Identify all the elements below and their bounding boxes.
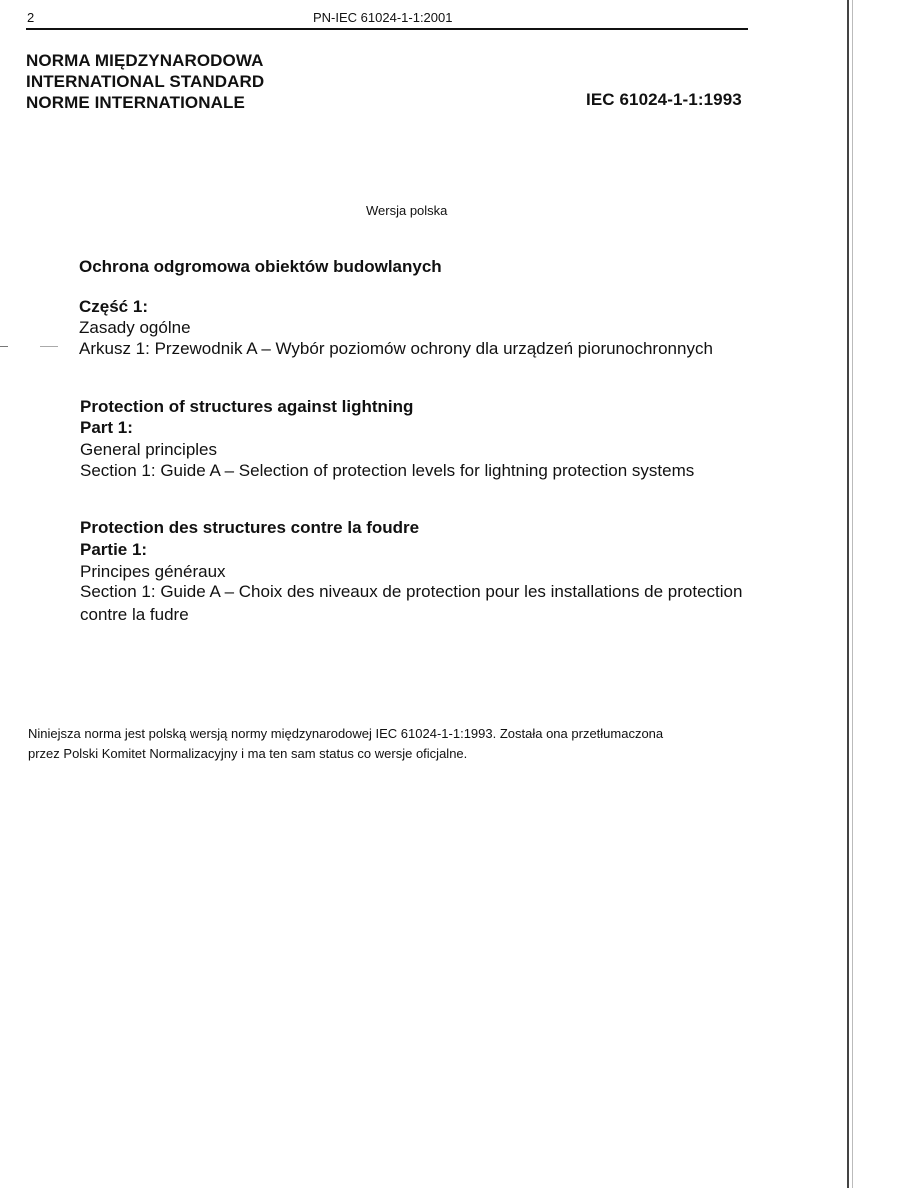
english-part: Part 1: bbox=[80, 418, 133, 437]
header-rule bbox=[26, 28, 748, 30]
standard-title-french: NORME INTERNATIONALE bbox=[26, 93, 245, 112]
version-label: Wersja polska bbox=[366, 203, 448, 218]
french-part: Partie 1: bbox=[80, 540, 148, 559]
french-section-line1: Section 1: Guide A – Choix des niveaux de protection pour les installations de protection bbox=[80, 582, 743, 601]
standard-number: IEC 61024-1-1:1993 bbox=[586, 90, 742, 109]
polish-section: Arkusz 1: Przewodnik A – Wybór poziomów ochrony dla urządzeń piorunochronnych bbox=[79, 339, 713, 358]
note-line2: przez Polski Komitet Normalizacyjny i ma ten sam status co wersje oficjalne. bbox=[28, 746, 468, 761]
page-edge-shadow bbox=[852, 0, 853, 1188]
standard-title-polish: NORMA MIĘDZYNARODOWA bbox=[26, 51, 264, 70]
french-subtitle: Principes généraux bbox=[80, 562, 226, 581]
polish-part: Część 1: bbox=[79, 297, 148, 316]
french-title: Protection des structures contre la foudre bbox=[80, 518, 420, 537]
standard-title-english: INTERNATIONAL STANDARD bbox=[26, 72, 265, 91]
scan-mark bbox=[40, 346, 58, 347]
document-id: PN-IEC 61024-1-1:2001 bbox=[313, 10, 453, 25]
polish-subtitle: Zasady ogólne bbox=[79, 318, 191, 337]
polish-title: Ochrona odgromowa obiektów budowlanych bbox=[79, 257, 442, 276]
english-title: Protection of structures against lightning bbox=[80, 397, 414, 416]
french-section-line2: contre la fudre bbox=[80, 605, 189, 624]
note-line1: Niniejsza norma jest polską wersją normy międzynarodowej IEC 61024-1-1:1993. Została ona przetłumaczona bbox=[28, 726, 664, 741]
page-number: 2 bbox=[27, 10, 35, 25]
english-section: Section 1: Guide A – Selection of protection levels for lightning protection systems bbox=[80, 461, 695, 480]
page-edge bbox=[847, 0, 849, 1188]
scan-mark bbox=[0, 346, 8, 347]
english-subtitle: General principles bbox=[80, 440, 218, 459]
